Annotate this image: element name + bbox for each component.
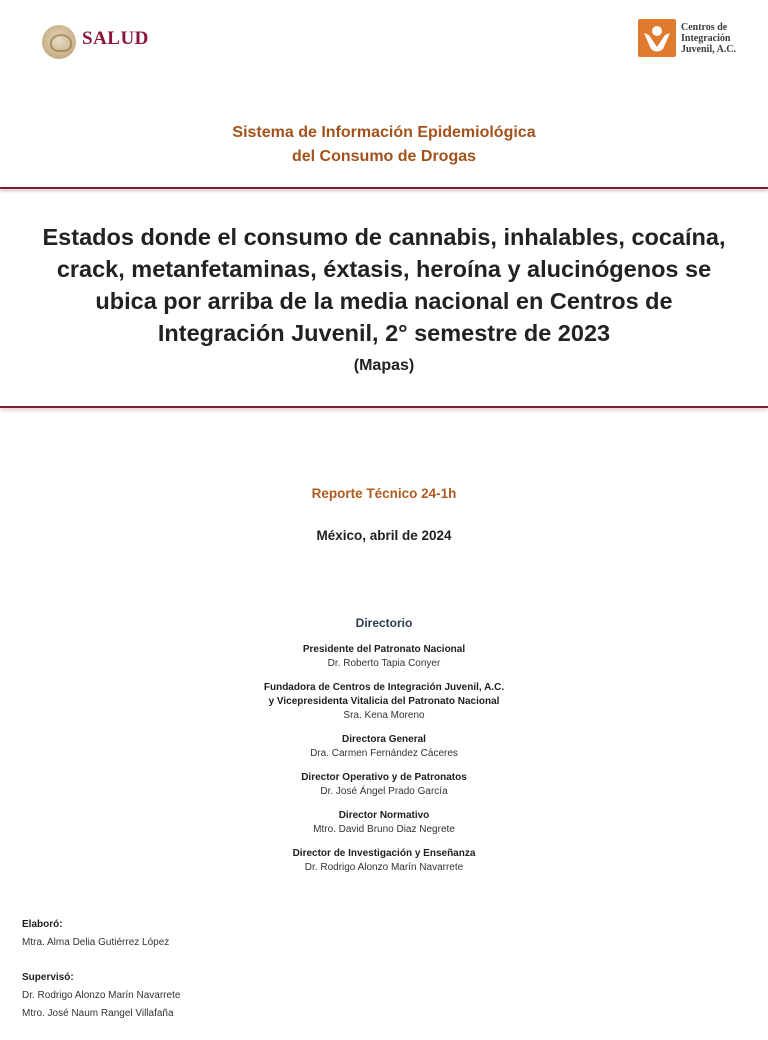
document-title-line: ubica por arriba de la media nacional en Centros de — [95, 288, 673, 314]
directory-role: Directora General — [342, 734, 426, 745]
directory-name: Dra. Carmen Fernández Cáceres — [310, 748, 458, 759]
document-title — [28, 221, 740, 349]
directory-entry — [0, 733, 768, 761]
directory-entry — [0, 643, 768, 671]
directory-role: y Vicepresidenta Vitalicia del Patronato Nacional — [268, 696, 500, 707]
directory-role: Director de Investigación y Enseñanza — [292, 848, 476, 859]
document-title-line: Estados donde el consumo de cannabis, inhalables, cocaína, — [42, 224, 726, 250]
salud-logo-subtext — [82, 49, 149, 55]
salud-logo — [42, 22, 172, 62]
system-title — [0, 121, 768, 169]
directory-name: Dr. José Ángel Prado García — [320, 786, 448, 797]
divider-rule — [0, 406, 768, 408]
cij-logo-icon — [638, 19, 676, 57]
system-title-line: Sistema de Información Epidemiológica — [232, 124, 536, 141]
credit-name: Mtra. Alma Delia Gutiérrez López — [22, 937, 170, 948]
credit-label: Supervisó: — [22, 972, 74, 983]
directory-name: Sra. Kena Moreno — [343, 710, 425, 721]
cij-logo-line: Juvenil, A.C. — [681, 43, 737, 55]
document-title-line: crack, metanfetaminas, éxtasis, heroína y alucinógenos se — [56, 256, 712, 282]
report-date: México, abril de 2024 — [316, 528, 452, 543]
credit-superviso — [22, 969, 422, 1023]
cij-logo-line: Integración — [681, 32, 731, 44]
directory-name: Mtro. David Bruno Diaz Negrete — [313, 824, 455, 835]
salud-logo-word: SALUD — [82, 28, 149, 49]
document-title-line: Integración Juvenil, 2° semestre de 2023 — [157, 320, 611, 346]
credits — [22, 916, 422, 1040]
directory-role: Director Normativo — [338, 810, 430, 821]
credit-elaboro — [22, 916, 422, 952]
directory-entry — [0, 681, 768, 723]
directory-role: Presidente del Patronato Nacional — [302, 644, 466, 655]
system-title-line: del Consumo de Drogas — [291, 148, 477, 165]
directory-entry — [0, 847, 768, 875]
directory-role: Fundadora de Centros de Integración Juvenil, A.C. — [263, 682, 505, 693]
directory-name: Dr. Roberto Tapia Conyer — [327, 658, 441, 669]
directory-entry — [0, 771, 768, 799]
credit-label: Elaboró: — [22, 919, 63, 930]
cij-logo-text — [681, 22, 736, 55]
directory-role: Director Operativo y de Patronatos — [301, 772, 467, 783]
salud-seal-icon — [42, 25, 76, 59]
directory-entry — [0, 809, 768, 837]
credit-name: Mtro. José Naum Rangel Villafaña — [22, 1008, 174, 1019]
divider-rule — [0, 187, 768, 189]
report-label: Reporte Técnico 24-1h — [311, 486, 457, 501]
document-subtitle: (Mapas) — [353, 357, 415, 374]
directory-name: Dr. Rodrigo Alonzo Marín Navarrete — [304, 862, 464, 873]
directory-list — [0, 643, 768, 885]
directory-heading: Directorio — [355, 616, 413, 630]
cij-logo — [638, 16, 758, 60]
credit-name: Dr. Rodrigo Alonzo Marín Navarrete — [22, 990, 181, 1001]
cij-logo-line: Centros de — [681, 21, 728, 33]
